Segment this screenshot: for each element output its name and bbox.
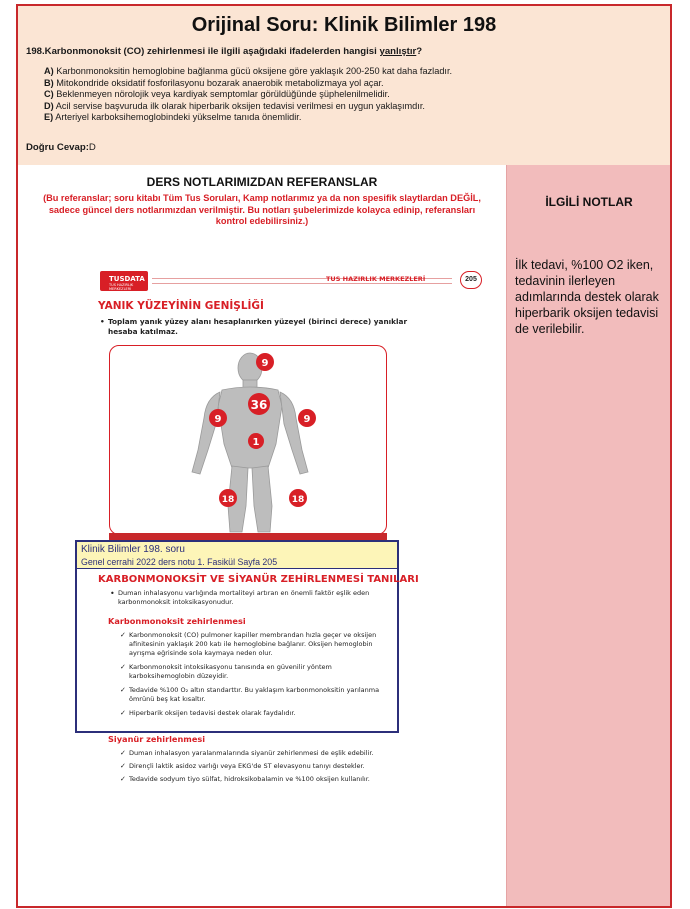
value-right-arm: 9 (303, 414, 311, 425)
option-letter: D) (44, 100, 54, 111)
co-item: ✓ Hiperbarik oksijen tedavisi destek olarak faydalıdır. (129, 709, 391, 718)
question-panel (18, 6, 670, 165)
page-title: Orijinal Soru: Klinik Bilimler 198 (191, 14, 497, 36)
option-letter: A) (44, 66, 54, 76)
option-b (44, 78, 452, 90)
answer-value: D (88, 142, 96, 153)
co-item: ✓ Karbonmonoksit (CO) pulmoner kapiller membrandan hızla geçer ve oksijen afinitesinin yaklaşık 200 katı ile hemoglobine bağlanır. Oksijen hemoglobin ayrışma eğrisinde sola kaymaya neden olur. (129, 631, 391, 658)
value-left-arm: 9 (214, 414, 222, 425)
tusdata-logo (100, 271, 148, 291)
highlight-subtitle: Genel cerrahi 2022 ders notu 1. Fasikül Sayfa 205 (81, 557, 278, 567)
related-notes-body: İlk tedavi, %100 O2 iken, tedavinin ilerleyen adımlarında destek olarak hiperbarik oksijen tedavisi de verilebilir. (515, 258, 659, 336)
highlight-title: Klinik Bilimler 198. soru (81, 544, 185, 555)
option-text: Mitokondride oksidatif fosforilasyonu bozarak anaerobik metabolizmaya yol açar. (56, 77, 384, 88)
related-notes-panel (506, 165, 670, 906)
option-a (44, 66, 452, 78)
cyanide-item: ✓ Duman inhalasyon yaralanmalarında siyanür zehirlenmesi de eşlik edebilir. (129, 749, 399, 758)
answer-label: Doğru Cevap: (26, 142, 89, 153)
figure-values (110, 346, 387, 535)
co-item: ✓ Tedavide %100 O₂ altın standarttır. Bu yaklaşım karbonmonoksitin yarılanma ömrünü beş kat kısaltır. (129, 686, 391, 704)
burn-bullet: • Toplam yanık yüzey alanı hesaplanırken yüzeyel (birinci derece) yanıklar hesaba katılmaz. (108, 317, 408, 337)
cyanide-item: ✓ Dirençli laktik asidoz varlığı veya EKG'de ST elevasyonu tanıyı destekler. (129, 762, 399, 771)
option-letter: B) (44, 77, 54, 88)
related-notes-title: İLGİLİ NOTLAR (545, 195, 633, 209)
option-text: Karbonmonoksitin hemoglobine bağlanma gücü oksijene göre yaklaşık 200-250 kat daha fazladır. (56, 66, 453, 76)
reference-highlight (75, 540, 399, 568)
references-panel (18, 165, 506, 906)
co-subtitle: Karbonmonoksit zehirlenmesi (108, 616, 246, 626)
burn-section-title: YANIK YÜZEYİNİN GENİŞLİĞİ (98, 300, 264, 312)
option-text: Arteriyel karboksihemoglobindeki yükselme tanıda önemlidir. (55, 112, 302, 123)
question-end: ? (416, 46, 423, 57)
option-letter: C) (44, 89, 54, 100)
option-c (44, 89, 452, 101)
value-perineum: 1 (252, 437, 260, 448)
cyanide-subtitle: Siyanür zehirlenmesi (108, 734, 206, 744)
options-list (44, 66, 452, 124)
option-d (44, 101, 452, 113)
references-note: (Bu referanslar; soru kitabı Tüm Tus Soruları, Kamp notlarımız ya da non spesifik slaytlardan DEĞİL, sadece güncel ders notlarımızdan verilmiştir. Bu notları şubelerimizde kolayca edinip, referansları kontrol edebilirsiniz.) (43, 193, 481, 227)
value-left-leg: 18 (221, 495, 235, 505)
page-frame (16, 4, 672, 908)
references-title: DERS NOTLARIMIZDAN REFERANSLAR (146, 175, 378, 189)
co-item: ✓ Karbonmonoksit intoksikasyonu tanısında en güvenilir yöntem karboksihemoglobin düzeyidir. (129, 663, 391, 681)
question-emphasis: yanlıştır (379, 46, 417, 57)
co-section-title: KARBONMONOKSİT VE SİYANÜR ZEHİRLENMESİ TANILARI (98, 574, 419, 585)
book-page-number: 205 (460, 271, 482, 289)
value-right-leg: 18 (291, 495, 305, 505)
value-head: 9 (261, 358, 269, 369)
book-page-header (100, 271, 490, 289)
correct-answer (26, 142, 96, 153)
question-stem (26, 46, 422, 57)
option-text: Beklenmeyen nörolojik veya kardiyak semptomlar görüldüğünde şüphelenilmelidir. (56, 89, 390, 100)
cyanide-item: ✓ Tedavide sodyum tiyo sülfat, hidroksikobalamin ve %100 oksijen kullanılır. (129, 775, 399, 784)
value-trunk: 36 (250, 398, 268, 412)
option-letter: E) (44, 112, 54, 123)
header-label: TUS HAZIRLIK MERKEZLERİ (326, 275, 426, 283)
logo-subtext: TUS HAZIRLIK MERKEZLERİ (109, 283, 134, 291)
rule-of-nines-figure (109, 345, 387, 535)
logo-text: TUSDATA (109, 275, 145, 283)
question-text: 198.Karbonmonoksit (CO) zehirlenmesi ile ilgili aşağıdaki ifadelerden hangisi (26, 46, 377, 57)
option-e (44, 112, 452, 124)
option-text: Acil servise başvuruda ilk olarak hiperbarik oksijen tedavisi verilmesi en uygun yaklaşımdır. (55, 100, 425, 111)
co-intro-bullet: • Duman inhalasyonu varlığında mortaliteyi artıran en önemli faktör eşlik eden karbonmonoksit intoksikasyonudur. (118, 589, 390, 607)
